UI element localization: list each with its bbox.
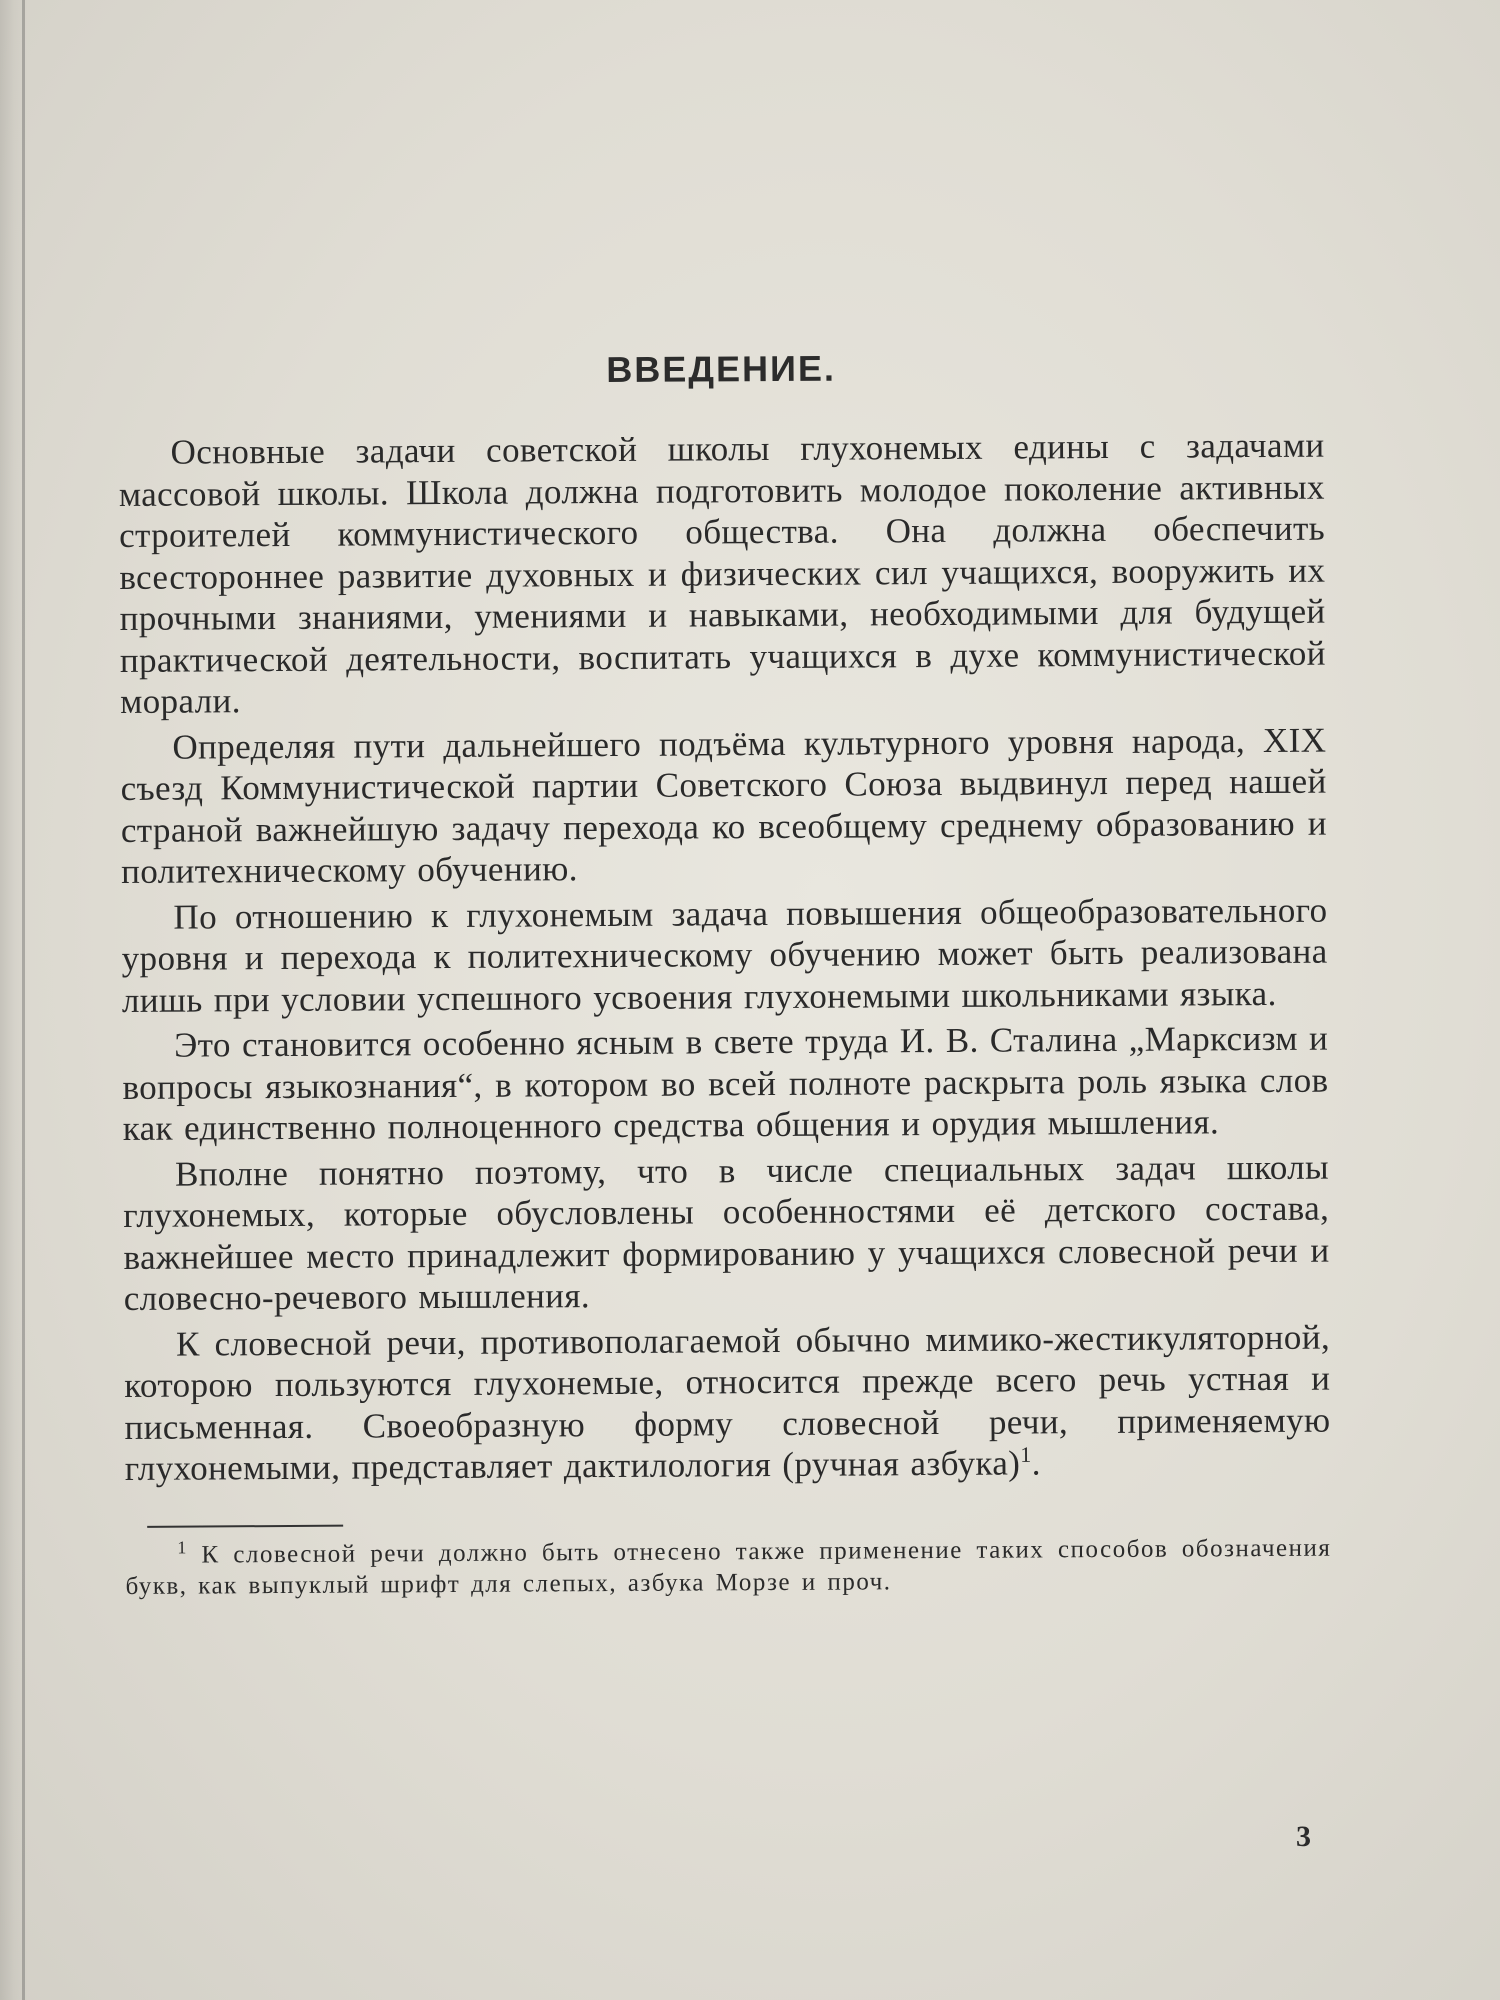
chapter-heading: ВВЕДЕНИЕ. xyxy=(606,347,837,391)
footnote-text: К словесной речи должно быть отнесено также применение таких способов обозначения букв, как выпуклый шрифт для слепых, азбука Морзе и проч. xyxy=(125,1534,1332,1600)
body-paragraph: Определяя пути дальнейшего подъёма культурного уровня народа, XIX съезд Коммунистической партии Советского Союза выдвинул перед нашей страной важнейшую задачу перехода ко всеобщему среднему образованию и политехническому обучению. xyxy=(120,720,1328,891)
page-spine-edge xyxy=(22,0,25,2000)
footnote xyxy=(125,1532,1331,1601)
page-number: 3 xyxy=(1296,1820,1311,1853)
page-content xyxy=(118,345,1332,1602)
body-paragraph: Основные задачи советской школы глухонемых едины с задачами массовой школы. Школа должна подготовить молодое поколение активных строителей коммунистического общества. Она должна обеспечить всестороннее развитие духовных и физических сил учащихся, вооружить их прочными знаниями, умениями и навыками, необходимыми для будущей практической деятельности, воспитать учащихся в духе коммунистической морали. xyxy=(118,425,1326,721)
body-paragraph: Это становится особенно ясным в свете труда И. В. Сталина „Марксизм и вопросы языкознания“, в котором во всей полноте раскрыта роль языка слов как единственно полноценного средства общения и орудия мышления. xyxy=(122,1018,1329,1148)
footnote-divider xyxy=(147,1524,343,1527)
body-paragraph-last xyxy=(124,1316,1331,1489)
body-paragraph-text: К словесной речи, противополагаемой обычно мимико-жестикуляторной, которою пользуются глухонемые, относится прежде всего речь устная и письменная. Своеобразную форму словесной речи, применяемую глухонемыми, представляет дактилология (ручная азбука) xyxy=(124,1317,1331,1488)
paragraph-end-period: . xyxy=(1031,1443,1041,1483)
footnote-marker: 1 xyxy=(177,1536,188,1557)
footnote-reference: 1 xyxy=(1020,1441,1032,1467)
body-paragraph: Вполне понятно поэтому, что в числе специальных задач школы глухонемых, которые обусловлены особенностями её детского состава, важнейшее место принадлежит формированию у учащихся словесной речи и словесно-речевого мышления. xyxy=(123,1147,1330,1318)
body-paragraph: По отношению к глухонемым задача повышения общеобразовательного уровня и перехода к политехническому обучению может быть реализована лишь при условии успешного усвоения глухонемыми школьниками языка. xyxy=(121,890,1328,1020)
